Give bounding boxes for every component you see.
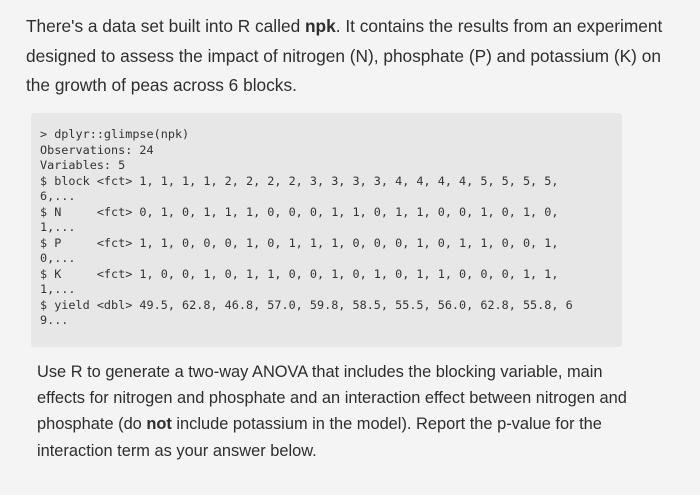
code-line: $ P <fct> 1, 1, 0, 0, 0, 1, 0, 1, 1, 1, 0, 0, 0, 1, 0, 1, 1, 0, 0, 1, bbox=[40, 235, 559, 250]
code-line: 9... bbox=[40, 313, 69, 327]
code-line: Observations: 24 bbox=[40, 142, 154, 157]
code-line: $ N <fct> 0, 1, 0, 1, 1, 1, 0, 0, 0, 1, 1, 0, 1, 1, 0, 0, 1, 0, 1, 0, bbox=[40, 204, 559, 219]
code-line: $ block <fct> 1, 1, 1, 1, 2, 2, 2, 2, 3, 3, 3, 3, 4, 4, 4, 4, 5, 5, 5, 5, bbox=[40, 173, 559, 188]
code-line: > dplyr::glimpse(npk) bbox=[40, 127, 190, 141]
code-line: 6,... bbox=[40, 189, 76, 203]
code-line: 1,... bbox=[40, 220, 76, 234]
question-paragraph bbox=[37, 359, 637, 464]
intro-paragraph bbox=[26, 12, 686, 101]
code-line: 1,... bbox=[40, 282, 76, 296]
question-text-2: include potassium in the model). Report the p-value for the interaction term as your answer below. bbox=[37, 415, 602, 460]
code-line: $ K <fct> 1, 0, 0, 1, 0, 1, 1, 0, 0, 1, 0, 1, 0, 1, 1, 0, 0, 0, 1, 1, bbox=[40, 266, 559, 281]
question-text-1: Use R to generate a two-way ANOVA that includes the blocking variable, main effects for nitrogen and phosphate and an interaction effect between nitrogen and phosphate (do bbox=[37, 363, 627, 434]
intro-text-2: . It contains the results from an experiment designed to assess the impact of nitrogen (N), phosphate (P) and potassium (K) on the growth of peas across 6 blocks. bbox=[26, 16, 663, 95]
code-line: 0,... bbox=[40, 251, 76, 265]
code-output-panel bbox=[31, 113, 622, 347]
question-emphasis: not bbox=[146, 415, 172, 434]
code-line: Variables: 5 bbox=[40, 158, 126, 172]
code-output bbox=[40, 127, 573, 329]
intro-text-1: There's a data set built into R called bbox=[26, 16, 305, 36]
dataset-name: npk bbox=[305, 16, 336, 36]
code-line: $ yield <dbl> 49.5, 62.8, 46.8, 57.0, 59.8, 58.5, 55.5, 56.0, 62.8, 55.8, 6 bbox=[40, 297, 573, 312]
